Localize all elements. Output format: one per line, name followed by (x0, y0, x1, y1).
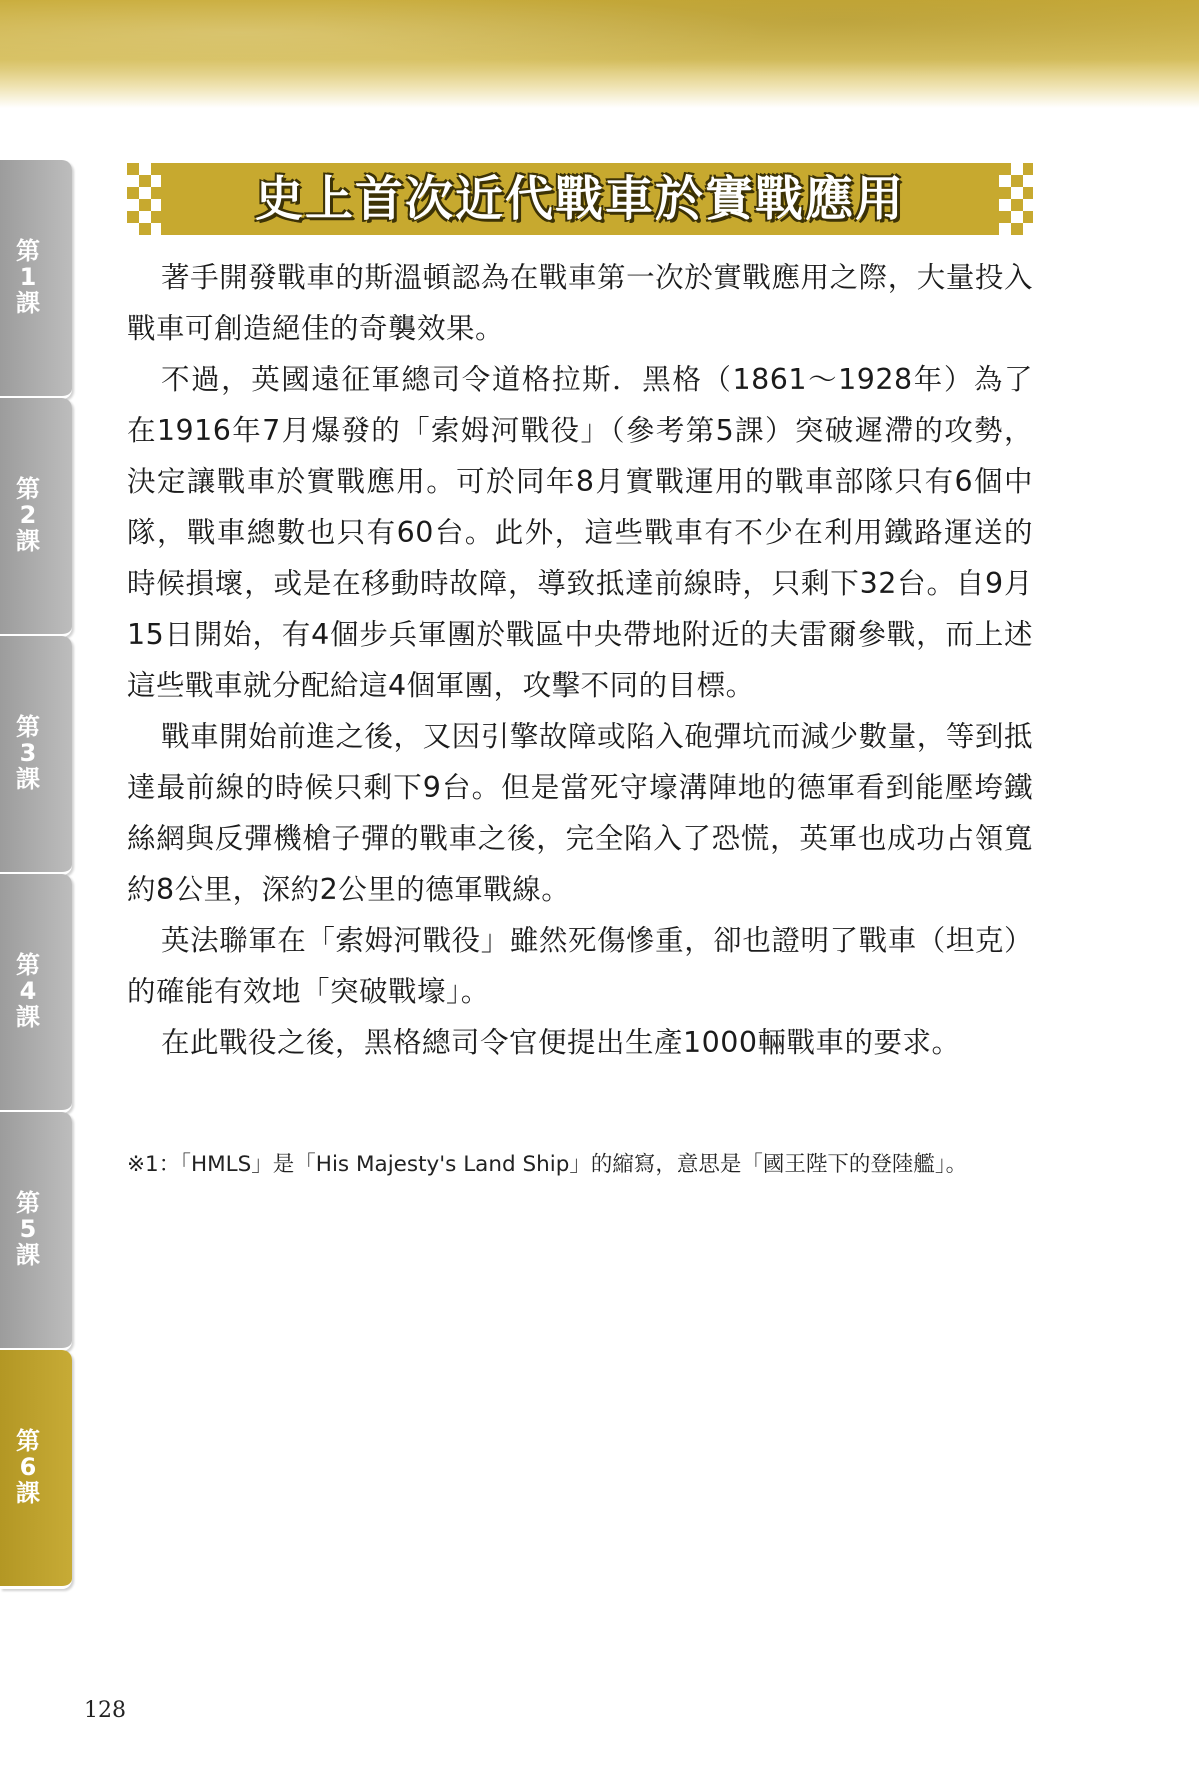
body-text (127, 252, 1033, 1068)
tab-prefix: 第 (16, 475, 40, 503)
tab-lesson-4[interactable] (0, 874, 72, 1113)
tab-prefix: 第 (16, 237, 40, 265)
paragraph-3: 戰車開始前進之後，又因引擎故障或陷入砲彈坑而減少數量，等到抵達最前線的時候只剩下9台。但是當死守壕溝陣地的德軍看到能壓垮鐵絲網與反彈機槍子彈的戰車之後，完全陷入了恐慌，英軍也成功占領寬約8公里，深約2公里的德軍戰線。 (127, 720, 1033, 906)
tab-lesson-3[interactable] (0, 636, 72, 875)
tab-lesson-1[interactable] (0, 160, 72, 399)
tab-number: 5 (19, 1215, 37, 1243)
footnote: ※1：「HMLS」是「His Majesty's Land Ship」的縮寫，意思是「國王陛下的登陸艦」。 (127, 1152, 968, 1177)
tab-suffix: 課 (16, 289, 40, 317)
tab-lesson-2[interactable] (0, 398, 72, 637)
paragraph-5: 在此戰役之後，黑格總司令官便提出生產1000輛戰車的要求。 (161, 1026, 961, 1059)
tab-suffix: 課 (16, 527, 40, 555)
tab-number: 1 (19, 263, 37, 291)
paragraph-1: 著手開發戰車的斯溫頓認為在戰車第一次於實戰應用之際，大量投入戰車可創造絕佳的奇襲效果。 (127, 261, 1033, 345)
tab-suffix: 課 (16, 1479, 40, 1507)
tab-label-1 (0, 238, 56, 316)
paragraph-4: 英法聯軍在「索姆河戰役」雖然死傷慘重，卻也證明了戰車（坦克）的確能有效地「突破戰壕」。 (127, 924, 1033, 1008)
tab-number: 6 (19, 1453, 37, 1481)
tab-prefix: 第 (16, 1427, 40, 1455)
tab-suffix: 課 (16, 1003, 40, 1031)
tab-prefix: 第 (16, 713, 40, 741)
section-title: 史上首次近代戰車於實戰應用 (254, 171, 905, 227)
tab-label-5 (0, 1190, 56, 1268)
paragraph-2: 不過，英國遠征軍總司令道格拉斯．黑格（1861～1928年）為了在1916年7月爆發的「索姆河戰役」（參考第5課）突破遲滯的攻勢，決定讓戰車於實戰應用。可於同年8月實戰運用的戰車部隊只有6個中隊，戰車總數也只有60台。此外，這些戰車有不少在利用鐵路運送的時候損壞，或是在移動時故障，導致抵達前線時，只剩下32台。自9月15日開始，有4個步兵軍團於戰區中央帶地附近的夫雷爾參戰，而上述這些戰車就分配給這4個軍團，攻擊不同的目標。 (127, 363, 1033, 702)
tab-prefix: 第 (16, 1189, 40, 1217)
tab-prefix: 第 (16, 951, 40, 979)
tab-label-4 (0, 952, 56, 1030)
tab-suffix: 課 (16, 765, 40, 793)
tab-label-3 (0, 714, 56, 792)
tab-lesson-6[interactable] (0, 1350, 72, 1589)
tab-suffix: 課 (16, 1241, 40, 1269)
checker-decoration-right (999, 163, 1033, 235)
tab-label-6 (0, 1428, 56, 1506)
checker-decoration-left (127, 163, 161, 235)
top-banner (0, 0, 1199, 108)
tab-number: 4 (19, 977, 37, 1005)
tab-label-2 (0, 476, 56, 554)
page-number: 128 (84, 1698, 126, 1723)
tab-number: 3 (19, 739, 37, 767)
tab-number: 2 (19, 501, 37, 529)
tab-lesson-5[interactable] (0, 1112, 72, 1351)
section-heading (127, 163, 1033, 235)
